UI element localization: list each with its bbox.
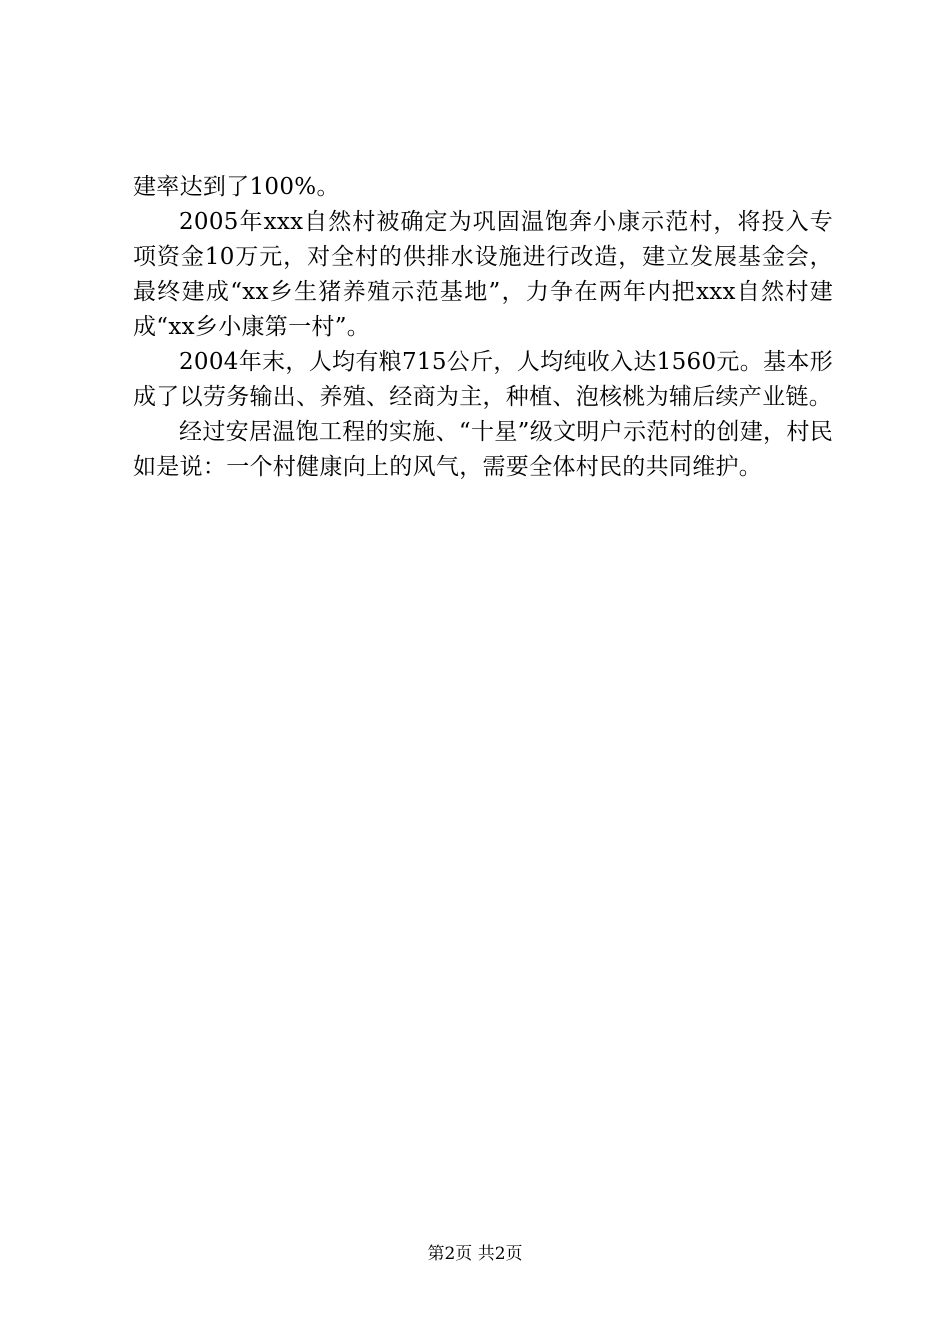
page-footer: [0, 1242, 950, 1266]
document-body: [133, 170, 833, 485]
paragraph-3: 2004年末，人均有粮715公斤，人均纯收入达1560元。基本形成了以劳务输出、养殖、经商为主，种植、泡核桃为辅后续产业链。: [133, 349, 833, 410]
page-number-label: 第2页 共2页: [427, 1244, 523, 1264]
paragraph-4: 经过安居温饱工程的实施、“十星”级文明户示范村的创建，村民如是说：一个村健康向上的风气，需要全体村民的共同维护。: [133, 419, 833, 480]
paragraph-2: 2005年xxx自然村被确定为巩固温饱奔小康示范村，将投入专项资金10万元，对全村的供排水设施进行改造，建立发展基金会，最终建成“xx乡生猪养殖示范基地”，力争在两年内把xxx自然村建成“xx乡小康第一村”。: [133, 209, 833, 340]
paragraph-1: 建率达到了100%。: [133, 174, 340, 200]
